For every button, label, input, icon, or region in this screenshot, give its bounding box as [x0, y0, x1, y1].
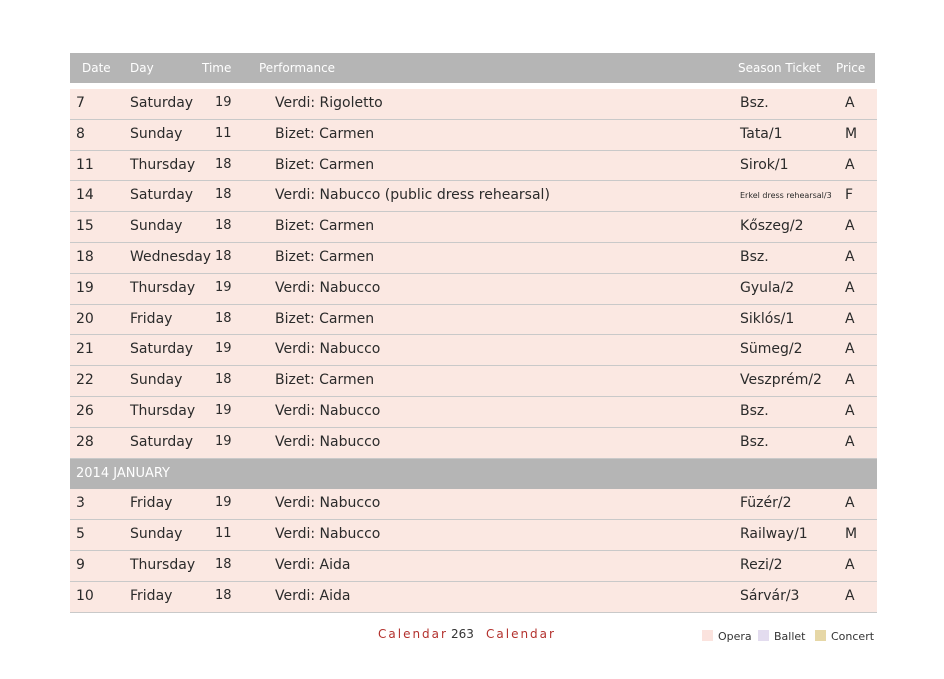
- row-date: 22: [76, 372, 94, 389]
- row-day: Sunday: [130, 218, 183, 235]
- row-season-ticket: Bsz.: [740, 95, 769, 111]
- legend-concert: [815, 630, 874, 643]
- header-season-ticket: Season Ticket: [738, 61, 821, 75]
- table-row: [70, 428, 877, 459]
- row-season-ticket: Sirok/1: [740, 156, 789, 173]
- table-row: [70, 489, 877, 520]
- row-price: M: [845, 526, 858, 543]
- row-date: 11: [76, 156, 94, 173]
- legend-concert-swatch: [815, 630, 826, 641]
- row-time: 19: [215, 433, 232, 449]
- table-row: [70, 551, 877, 582]
- row-price: A: [845, 495, 855, 512]
- row-performance: Verdi: Aida: [275, 587, 351, 604]
- row-date: 20: [76, 310, 94, 327]
- row-time: 18: [215, 187, 232, 203]
- row-day: Sunday: [130, 526, 183, 543]
- row-price: A: [845, 248, 855, 265]
- legend-ballet-label: Ballet: [774, 630, 806, 643]
- row-time: 19: [215, 495, 232, 511]
- row-date: 26: [76, 402, 94, 419]
- header-performance: Performance: [259, 61, 336, 75]
- row-performance: Verdi: Nabucco (public dress rehearsal): [275, 187, 550, 204]
- table-row: [70, 243, 877, 274]
- row-performance: Verdi: Nabucco: [275, 402, 381, 419]
- row-time: 19: [215, 279, 232, 295]
- row-price: A: [845, 341, 855, 358]
- table-row: [70, 582, 877, 613]
- row-season-ticket: Erkel dress rehearsal/3: [740, 191, 832, 201]
- header-date: Date: [82, 61, 111, 75]
- row-performance: Verdi: Nabucco: [275, 433, 381, 450]
- row-price: A: [845, 310, 855, 327]
- row-performance: Verdi: Nabucco: [275, 279, 381, 296]
- row-price: M: [845, 125, 858, 142]
- row-time: 18: [215, 310, 232, 326]
- section-header-row: [70, 459, 877, 490]
- row-price: A: [845, 587, 855, 604]
- row-date: 18: [76, 248, 94, 265]
- row-date: 5: [76, 526, 85, 543]
- table-header: [70, 53, 875, 83]
- row-performance: Bizet: Carmen: [275, 310, 375, 327]
- row-date: 10: [76, 587, 94, 604]
- table-row: [70, 520, 877, 551]
- table-row: [70, 305, 877, 336]
- row-performance: Verdi: Nabucco: [275, 341, 381, 358]
- row-date: 8: [76, 125, 85, 142]
- table-row: [70, 366, 877, 397]
- row-date: 19: [76, 279, 94, 296]
- row-price: A: [845, 279, 855, 296]
- row-time: 18: [215, 248, 232, 264]
- row-performance: Bizet: Carmen: [275, 156, 375, 173]
- row-date: 28: [76, 433, 94, 450]
- row-day: Thursday: [130, 156, 196, 173]
- header-day: Day: [130, 61, 154, 75]
- row-performance: Verdi: Nabucco: [275, 526, 381, 543]
- row-season-ticket: Sümeg/2: [740, 341, 803, 358]
- legend-opera: [702, 630, 752, 643]
- row-performance: Bizet: Carmen: [275, 248, 375, 265]
- row-time: 18: [215, 556, 232, 572]
- row-price: F: [845, 187, 854, 204]
- table-row: [70, 335, 877, 366]
- row-performance: Verdi: Nabucco: [275, 495, 381, 512]
- row-time: 18: [215, 372, 232, 388]
- table-row: [70, 151, 877, 182]
- row-date: 21: [76, 341, 94, 358]
- row-day: Sunday: [130, 125, 183, 142]
- row-season-ticket: Railway/1: [740, 526, 808, 543]
- row-price: A: [845, 156, 855, 173]
- row-season-ticket: Siklós/1: [740, 310, 795, 327]
- row-day: Friday: [130, 495, 173, 512]
- row-performance: Bizet: Carmen: [275, 372, 375, 389]
- row-season-ticket: Tata/1: [740, 125, 783, 142]
- row-price: A: [845, 433, 855, 450]
- legend-opera-swatch: [702, 630, 713, 641]
- row-time: 11: [215, 125, 232, 141]
- legend-opera-label: Opera: [718, 630, 752, 643]
- row-season-ticket: Rezi/2: [740, 556, 783, 573]
- row-day: Friday: [130, 310, 173, 327]
- row-time: 18: [215, 156, 232, 172]
- row-date: 9: [76, 556, 85, 573]
- row-performance: Bizet: Carmen: [275, 218, 375, 235]
- row-season-ticket: Veszprém/2: [740, 372, 822, 389]
- footer-right-label: Calendar: [486, 627, 556, 641]
- row-price: A: [845, 402, 855, 419]
- table-row: [70, 181, 877, 212]
- page-footer: [0, 627, 944, 647]
- row-date: 14: [76, 187, 94, 204]
- row-season-ticket: Bsz.: [740, 248, 769, 265]
- header-price: Price: [836, 61, 866, 75]
- page-number: 263: [451, 627, 474, 641]
- row-season-ticket: Kőszeg/2: [740, 218, 804, 235]
- row-date: 15: [76, 218, 94, 235]
- row-price: A: [845, 95, 855, 111]
- schedule-table: [70, 89, 877, 613]
- row-performance: Bizet: Carmen: [275, 125, 375, 142]
- row-day: Saturday: [130, 341, 194, 358]
- footer-left-label: Calendar: [378, 627, 448, 641]
- table-row: [70, 89, 877, 120]
- row-season-ticket: Bsz.: [740, 433, 769, 450]
- section-title: 2014 JANUARY: [76, 465, 170, 481]
- header-time: Time: [202, 61, 232, 75]
- row-time: 19: [215, 95, 232, 110]
- row-time: 19: [215, 341, 232, 357]
- table-row: [70, 120, 877, 151]
- row-season-ticket: Sárvár/3: [740, 587, 800, 604]
- row-day: Sunday: [130, 372, 183, 389]
- legend-ballet-swatch: [758, 630, 769, 641]
- row-price: A: [845, 556, 855, 573]
- row-time: 19: [215, 402, 232, 418]
- row-date: 7: [76, 95, 85, 111]
- row-day: Thursday: [130, 402, 196, 419]
- row-season-ticket: Gyula/2: [740, 279, 795, 296]
- row-day: Saturday: [130, 187, 194, 204]
- row-day: Thursday: [130, 279, 196, 296]
- row-season-ticket: Füzér/2: [740, 495, 792, 512]
- row-price: A: [845, 372, 855, 389]
- row-date: 3: [76, 495, 85, 512]
- row-season-ticket: Bsz.: [740, 402, 769, 419]
- row-price: A: [845, 218, 855, 235]
- table-row: [70, 212, 877, 243]
- legend-ballet: [758, 630, 805, 643]
- row-time: 11: [215, 526, 232, 542]
- row-time: 18: [215, 218, 232, 234]
- row-day: Saturday: [130, 95, 194, 111]
- legend-concert-label: Concert: [831, 630, 875, 643]
- table-row: [70, 274, 877, 305]
- row-performance: Verdi: Aida: [275, 556, 351, 573]
- row-day: Saturday: [130, 433, 194, 450]
- table-row: [70, 397, 877, 428]
- row-performance: Verdi: Rigoletto: [275, 95, 383, 111]
- row-day: Friday: [130, 587, 173, 604]
- row-time: 18: [215, 587, 232, 603]
- row-day: Wednesday: [130, 248, 212, 265]
- row-day: Thursday: [130, 556, 196, 573]
